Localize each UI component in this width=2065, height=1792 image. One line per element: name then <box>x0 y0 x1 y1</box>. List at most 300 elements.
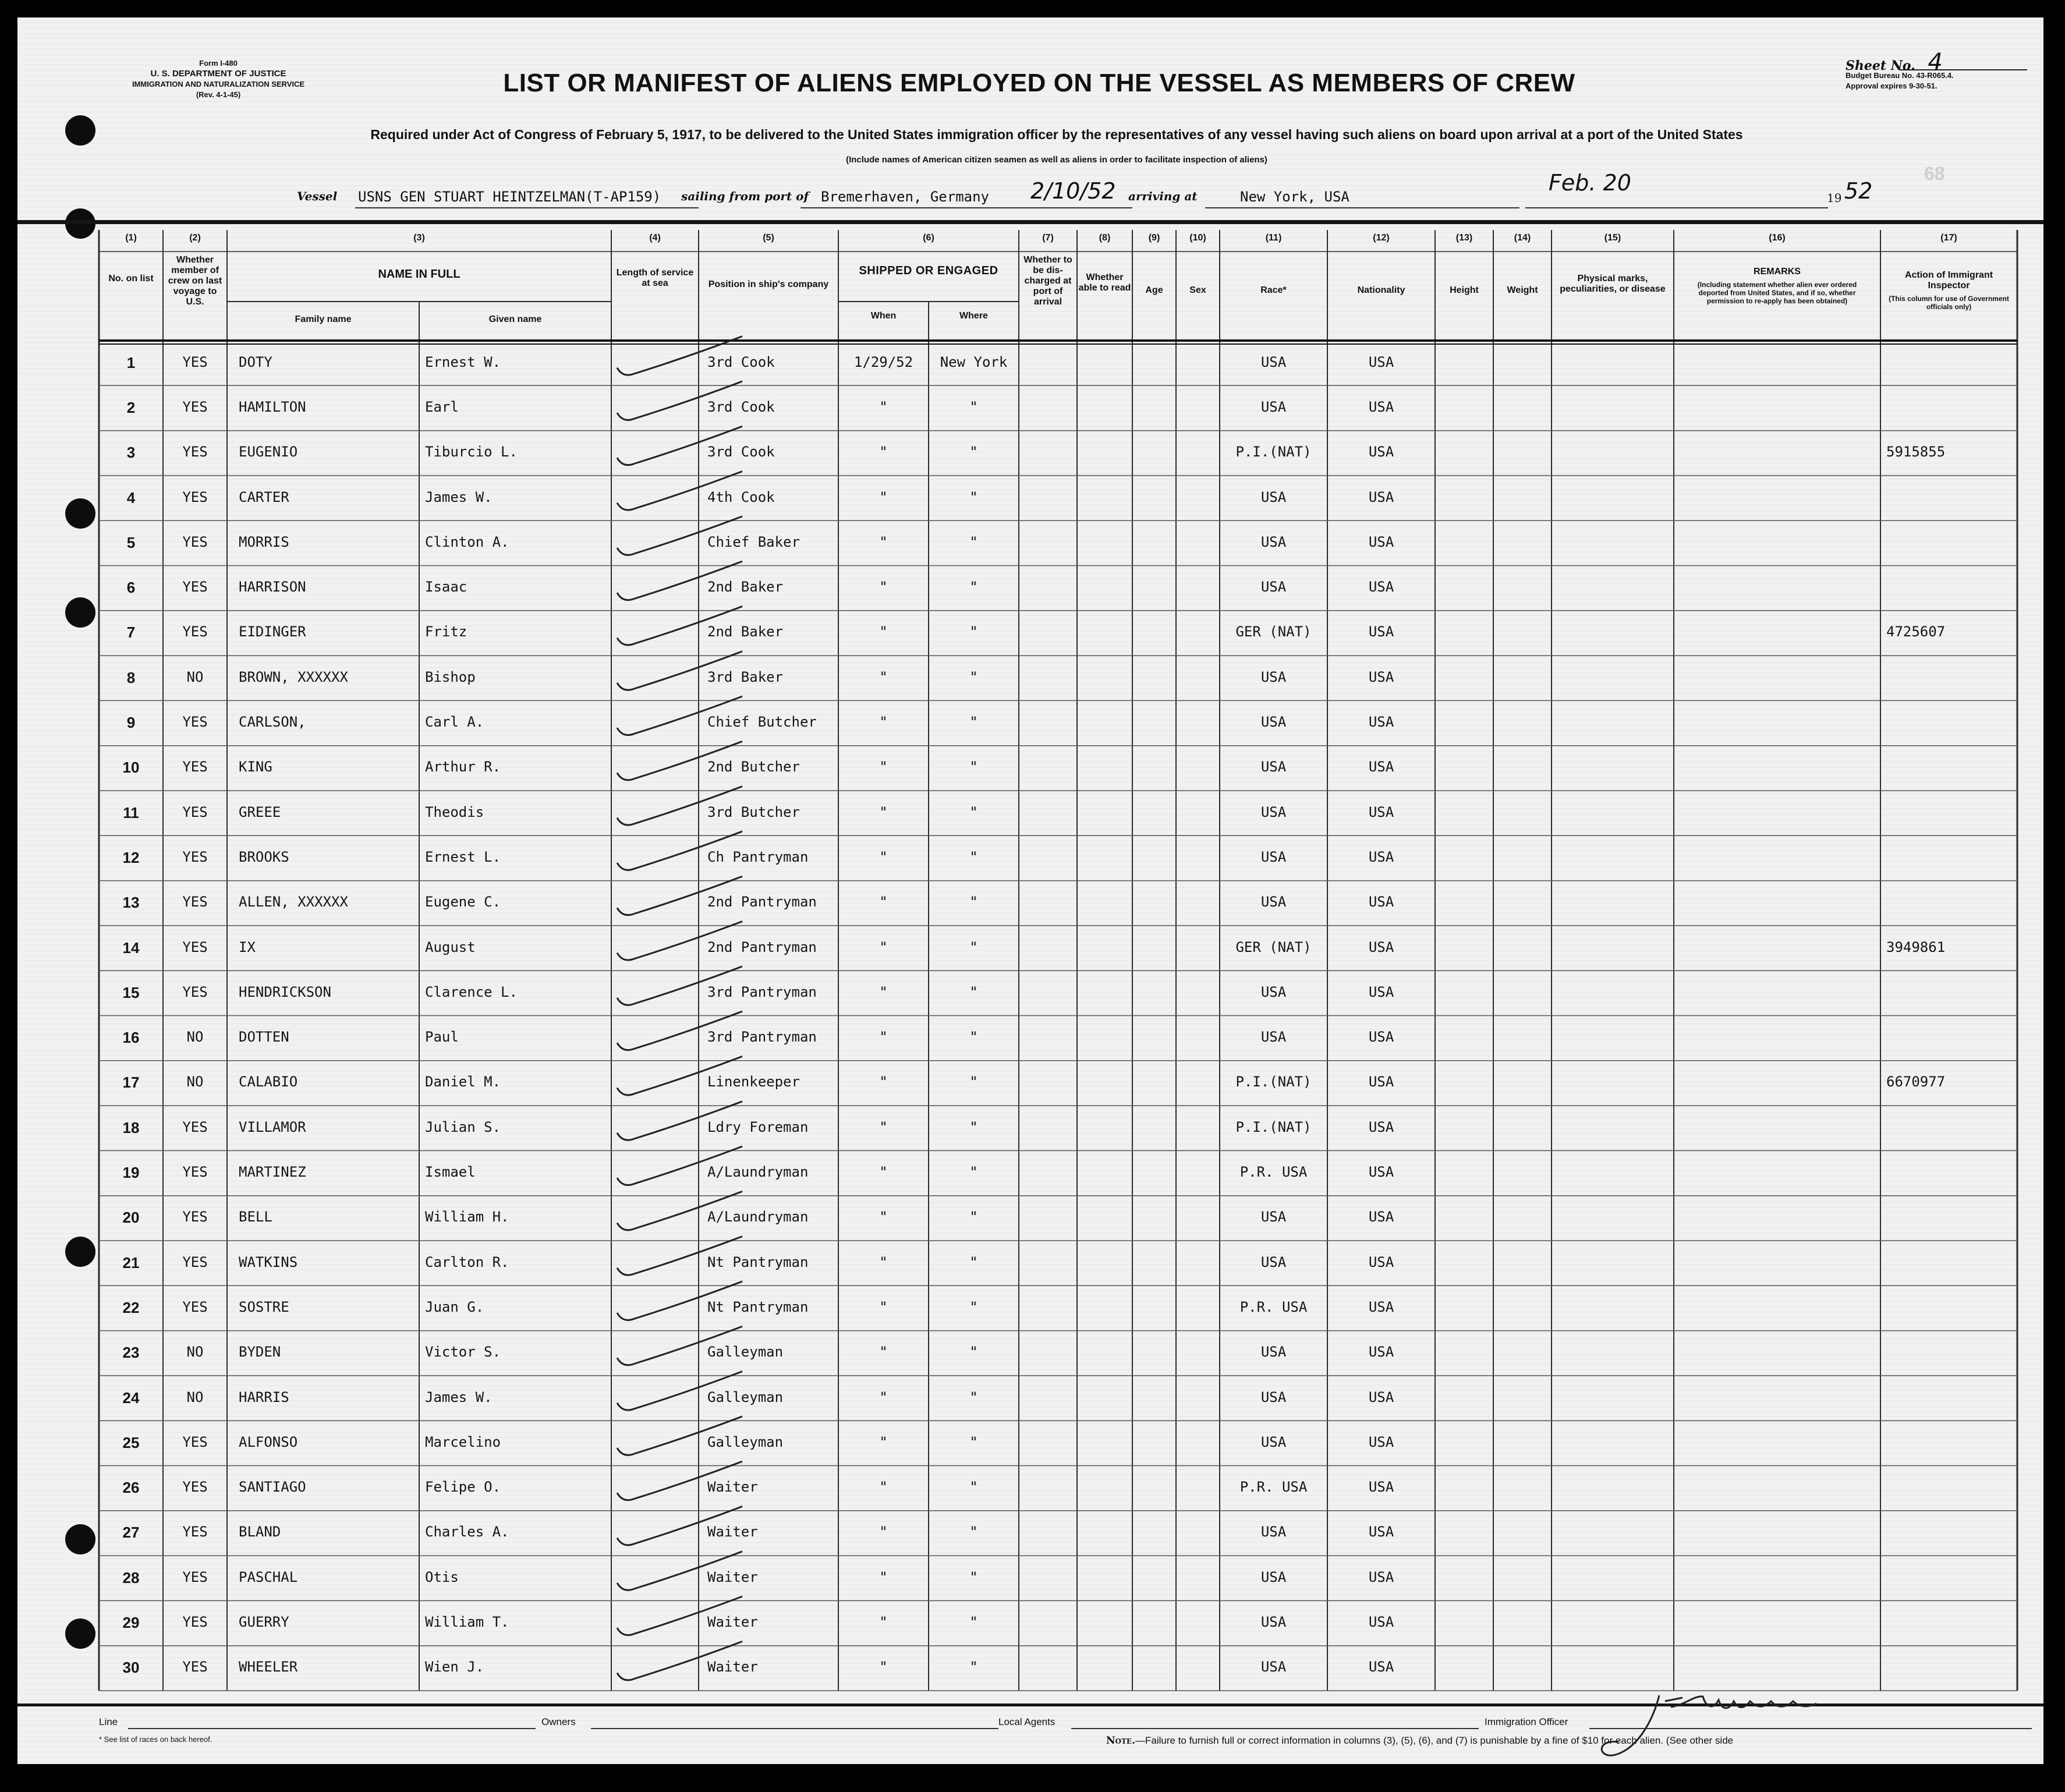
cell-when: " <box>879 803 888 820</box>
cell-race: P.R. USA <box>1239 1479 1308 1496</box>
sailing-date: 2/10/52 <box>1030 178 1116 204</box>
cell-action: 4725607 <box>1886 624 1946 640</box>
cell-nationality: USA <box>1368 488 1394 505</box>
stamp-number: 68 <box>1924 163 1945 184</box>
cell-when: " <box>879 1253 888 1270</box>
cell-family: VILLAMOR <box>239 1118 306 1135</box>
cell-no: 24 <box>122 1389 140 1407</box>
cell-family: BROWN, XXXXXX <box>239 668 348 685</box>
cell-no: 7 <box>126 624 136 642</box>
cell-position: Galleyman <box>707 1389 784 1405</box>
cell-no: 30 <box>122 1659 140 1677</box>
cell-given: Felipe O. <box>425 1479 501 1496</box>
cell-race: GER (NAT) <box>1235 939 1312 955</box>
col-header-shipped-engaged: SHIPPED OR ENGAGED <box>859 264 998 277</box>
cell-where: " <box>969 759 978 775</box>
cell-race: USA <box>1260 983 1287 1000</box>
cell-nationality: USA <box>1368 533 1394 550</box>
cell-prev: NO <box>186 1074 204 1090</box>
page-title: LIST OR MANIFEST OF ALIENS EMPLOYED ON THE VESSEL AS MEMBERS OF CREW <box>503 69 1575 97</box>
cell-where: " <box>969 803 978 820</box>
cell-where: " <box>969 1614 978 1631</box>
cell-when: " <box>879 668 888 685</box>
cell-given: August <box>425 939 476 955</box>
cell-given: Arthur R. <box>425 759 501 775</box>
cell-nationality: USA <box>1368 1298 1394 1315</box>
cell-family: DOTY <box>239 353 272 370</box>
cell-given: Wien J. <box>425 1659 484 1676</box>
cell-when: " <box>879 444 888 461</box>
cell-race: P.R. USA <box>1239 1164 1308 1181</box>
cell-prev: YES <box>182 624 208 640</box>
col-number: (4) <box>649 233 661 243</box>
cell-position: Ldry Foreman <box>707 1118 809 1135</box>
cell-race: P.I.(NAT) <box>1235 1074 1312 1090</box>
cell-where: " <box>969 1433 978 1450</box>
col-header-when: When <box>870 311 897 321</box>
cell-prev: YES <box>182 1164 208 1181</box>
cell-family: PASCHAL <box>239 1568 298 1585</box>
cell-action: 3949861 <box>1886 939 1946 955</box>
cell-given: Clinton A. <box>425 533 509 550</box>
col-number: (7) <box>1042 233 1054 243</box>
cell-prev: YES <box>182 759 208 775</box>
cell-when: " <box>879 983 888 1000</box>
cell-no: 1 <box>126 353 136 371</box>
cell-prev: YES <box>182 1433 208 1450</box>
cell-race: USA <box>1260 668 1287 685</box>
cell-position: Galleyman <box>707 1433 784 1450</box>
cell-prev: NO <box>186 1029 204 1046</box>
department-name: U. S. DEPARTMENT OF JUSTICE <box>150 69 286 79</box>
cell-no: 26 <box>122 1479 140 1497</box>
cell-given: Fritz <box>425 624 467 640</box>
cell-prev: NO <box>186 668 204 685</box>
col-header-length-of-service: Length of service at sea <box>616 268 694 288</box>
cell-when: " <box>879 714 888 731</box>
cell-prev: YES <box>182 353 208 370</box>
cell-position: Waiter <box>707 1479 758 1496</box>
cell-prev: YES <box>182 533 208 550</box>
cell-family: HARRIS <box>239 1389 289 1405</box>
cell-given: Victor S. <box>425 1344 501 1361</box>
col-number: (12) <box>1373 233 1390 243</box>
cell-given: Eugene C. <box>425 894 501 911</box>
cell-given: William H. <box>425 1209 509 1226</box>
cell-family: WATKINS <box>239 1253 298 1270</box>
cell-race: P.I.(NAT) <box>1235 444 1312 461</box>
cell-race: USA <box>1260 759 1287 775</box>
cell-when: " <box>879 1344 888 1361</box>
cell-race: USA <box>1260 398 1287 415</box>
col-header-remarks-note: (Including statement whether alien ever ordered deported from United States, and if so, whether permission to re-apply has been obtained) <box>1697 281 1857 305</box>
cell-no: 14 <box>122 939 140 957</box>
cell-no: 17 <box>122 1074 140 1092</box>
cell-position: 3rd Cook <box>707 353 775 370</box>
cell-race: USA <box>1260 1029 1287 1046</box>
cell-where: " <box>969 1389 978 1405</box>
col-number: (16) <box>1769 233 1786 243</box>
cell-nationality: USA <box>1368 1524 1394 1540</box>
cell-family: SOSTRE <box>239 1298 289 1315</box>
cell-family: MORRIS <box>239 533 289 550</box>
cell-nationality: USA <box>1368 1389 1394 1405</box>
cell-given: Tiburcio L. <box>425 444 518 461</box>
cell-prev: YES <box>182 983 208 1000</box>
cell-no: 3 <box>126 444 136 462</box>
cell-race: USA <box>1260 848 1287 865</box>
cell-no: 5 <box>126 533 136 551</box>
col-header-previous-voyage: Whether member of crew on last voyage to U.S. <box>168 255 222 307</box>
cell-race: USA <box>1260 1344 1287 1361</box>
cell-family: CALABIO <box>239 1074 298 1090</box>
col-header-race: Race* <box>1260 285 1287 295</box>
cell-no: 29 <box>122 1614 140 1632</box>
cell-when: " <box>879 1029 888 1046</box>
cell-where: " <box>969 1479 978 1496</box>
cell-prev: YES <box>182 1298 208 1315</box>
col-number: (5) <box>763 233 774 243</box>
cell-nationality: USA <box>1368 1118 1394 1135</box>
cell-no: 16 <box>122 1029 140 1047</box>
cell-where: " <box>969 579 978 596</box>
cell-when: " <box>879 1568 888 1585</box>
cell-race: USA <box>1260 353 1287 370</box>
cell-position: 3rd Cook <box>707 444 775 461</box>
cell-no: 25 <box>122 1433 140 1451</box>
col-number: (6) <box>923 233 934 243</box>
cell-when: " <box>879 848 888 865</box>
service-name: IMMIGRATION AND NATURALIZATION SERVICE <box>132 80 305 88</box>
col-number: (11) <box>1265 233 1282 243</box>
cell-nationality: USA <box>1368 759 1394 775</box>
cell-no: 21 <box>122 1253 140 1272</box>
cell-race: USA <box>1260 1614 1287 1631</box>
cell-prev: YES <box>182 939 208 955</box>
cell-position: A/Laundryman <box>707 1209 809 1226</box>
cell-nationality: USA <box>1368 894 1394 911</box>
cell-prev: YES <box>182 1659 208 1676</box>
cell-when: " <box>879 1433 888 1450</box>
cell-position: 3rd Baker <box>707 668 784 685</box>
cell-family: IX <box>239 939 256 955</box>
cell-when: " <box>879 1298 888 1315</box>
cell-where: " <box>969 1568 978 1585</box>
col-number: (9) <box>1148 233 1160 243</box>
cell-where: " <box>969 488 978 505</box>
cell-when: " <box>879 759 888 775</box>
cell-nationality: USA <box>1368 624 1394 640</box>
cell-position: 3rd Cook <box>707 398 775 415</box>
cell-given: Charles A. <box>425 1524 509 1540</box>
cell-where: " <box>969 1524 978 1540</box>
cell-position: 2nd Pantryman <box>707 894 817 911</box>
cell-prev: NO <box>186 1389 204 1405</box>
arrival-port: New York, USA <box>1240 189 1349 205</box>
cell-family: GUERRY <box>239 1614 289 1631</box>
cell-where: " <box>969 848 978 865</box>
cell-prev: NO <box>186 1344 204 1361</box>
cell-family: MARTINEZ <box>239 1164 306 1181</box>
col-header-sex: Sex <box>1189 285 1206 295</box>
col-header-number: No. on list <box>108 274 154 284</box>
cell-prev: YES <box>182 803 208 820</box>
cell-where: " <box>969 1253 978 1270</box>
col-header-age: Age <box>1145 285 1163 295</box>
cell-nationality: USA <box>1368 1029 1394 1046</box>
cell-nationality: USA <box>1368 1164 1394 1181</box>
budget-bureau-number: Budget Bureau No. 43-R065.4. <box>1846 71 1954 80</box>
cell-given: Ernest W. <box>425 353 501 370</box>
cell-no: 23 <box>122 1344 140 1362</box>
footer-owners-label: Owners <box>541 1716 576 1727</box>
cell-position: 2nd Baker <box>707 624 784 640</box>
cell-prev: YES <box>182 1614 208 1631</box>
cell-family: EUGENIO <box>239 444 298 461</box>
cell-when: " <box>879 1074 888 1090</box>
cell-where: " <box>969 714 978 731</box>
cell-given: Bishop <box>425 668 476 685</box>
cell-given: Marcelino <box>425 1433 501 1450</box>
cell-family: BELL <box>239 1209 272 1226</box>
cell-no: 27 <box>122 1524 140 1542</box>
cell-family: GREEE <box>239 803 281 820</box>
cell-nationality: USA <box>1368 1209 1394 1226</box>
cell-where: " <box>969 983 978 1000</box>
cell-position: Waiter <box>707 1524 758 1540</box>
cell-family: WHEELER <box>239 1659 298 1676</box>
cell-family: ALLEN, XXXXXX <box>239 894 348 911</box>
cell-where: " <box>969 1659 978 1676</box>
cell-race: USA <box>1260 488 1287 505</box>
cell-family: BROOKS <box>239 848 289 865</box>
cell-when: 1/29/52 <box>853 353 913 370</box>
cell-when: " <box>879 488 888 505</box>
cell-position: Nt Pantryman <box>707 1298 809 1315</box>
cell-nationality: USA <box>1368 398 1394 415</box>
col-header-nationality: Nationality <box>1357 285 1405 295</box>
cell-where: " <box>969 624 978 640</box>
cell-position: 3rd Pantryman <box>707 1029 817 1046</box>
cell-given: Theodis <box>425 803 484 820</box>
cell-prev: YES <box>182 488 208 505</box>
cell-family: CARLSON, <box>239 714 306 731</box>
cell-position: 2nd Baker <box>707 579 784 596</box>
cell-given: Isaac <box>425 579 467 596</box>
cell-given: Daniel M. <box>425 1074 501 1090</box>
col-number: (14) <box>1514 233 1531 243</box>
cell-given: Earl <box>425 398 459 415</box>
col-number: (2) <box>189 233 201 243</box>
cell-where: New York <box>940 353 1008 370</box>
cell-family: BLAND <box>239 1524 281 1540</box>
cell-position: Waiter <box>707 1568 758 1585</box>
cell-nationality: USA <box>1368 353 1394 370</box>
cell-prev: YES <box>182 1568 208 1585</box>
cell-position: 3rd Butcher <box>707 803 800 820</box>
cell-family: ALFONSO <box>239 1433 298 1450</box>
cell-nationality: USA <box>1368 714 1394 731</box>
cell-prev: YES <box>182 1479 208 1496</box>
cell-no: 11 <box>123 803 139 821</box>
cell-when: " <box>879 1164 888 1181</box>
cell-no: 6 <box>126 579 136 597</box>
cell-family: DOTTEN <box>239 1029 289 1046</box>
col-number: (1) <box>125 233 137 243</box>
col-number: (3) <box>413 233 425 243</box>
cell-prev: YES <box>182 894 208 911</box>
cell-race: USA <box>1260 1209 1287 1226</box>
cell-no: 4 <box>126 488 136 507</box>
cell-no: 9 <box>126 714 136 732</box>
cell-position: Linenkeeper <box>707 1074 800 1090</box>
cell-where: " <box>969 1029 978 1046</box>
cell-nationality: USA <box>1368 983 1394 1000</box>
cell-no: 20 <box>122 1209 140 1227</box>
cell-race: USA <box>1260 1253 1287 1270</box>
cell-race: USA <box>1260 533 1287 550</box>
cell-nationality: USA <box>1368 444 1394 461</box>
manifest-page <box>17 17 2043 1764</box>
footer-line-label: Line <box>99 1716 118 1727</box>
col-number: (17) <box>1940 233 1957 243</box>
cell-nationality: USA <box>1368 1568 1394 1585</box>
cell-prev: YES <box>182 848 208 865</box>
cell-no: 28 <box>122 1568 140 1586</box>
cell-prev: YES <box>182 579 208 596</box>
legal-requirement-text: Required under Act of Congress of February 5, 1917, to be delivered to the United States immigration officer by the representatives of any vessel having such aliens on board upon arrival at a port of the United States <box>370 127 1743 142</box>
cell-position: Chief Baker <box>707 533 800 550</box>
cell-family: HARRISON <box>239 579 306 596</box>
year-prefix: 19 <box>1827 191 1842 205</box>
cell-nationality: USA <box>1368 1074 1394 1090</box>
cell-race: USA <box>1260 1389 1287 1405</box>
cell-no: 12 <box>122 848 140 866</box>
cell-given: Carlton R. <box>425 1253 509 1270</box>
cell-position: Ch Pantryman <box>707 848 809 865</box>
cell-where: " <box>969 894 978 911</box>
col-number: (10) <box>1189 233 1206 243</box>
cell-nationality: USA <box>1368 1433 1394 1450</box>
cell-family: HENDRICKSON <box>239 983 331 1000</box>
cell-race: P.I.(NAT) <box>1235 1118 1312 1135</box>
cell-position: 2nd Pantryman <box>707 939 817 955</box>
cell-where: " <box>969 444 978 461</box>
cell-given: William T. <box>425 1614 509 1631</box>
cell-position: Nt Pantryman <box>707 1253 809 1270</box>
cell-no: 8 <box>126 668 136 686</box>
cell-race: USA <box>1260 1524 1287 1540</box>
col-header-name: NAME IN FULL <box>378 268 461 281</box>
cell-race: USA <box>1260 894 1287 911</box>
cell-race: USA <box>1260 1659 1287 1676</box>
cell-nationality: USA <box>1368 579 1394 596</box>
vessel-label: Vessel <box>297 189 338 203</box>
cell-where: " <box>969 1209 978 1226</box>
form-number: Form I-480 <box>199 59 238 68</box>
col-header-discharged: Whether to be dis-charged at port of arrival <box>1023 255 1072 307</box>
cell-no: 22 <box>122 1298 140 1316</box>
cell-given: Paul <box>425 1029 459 1046</box>
cell-when: " <box>879 1118 888 1135</box>
cell-no: 15 <box>122 983 140 1001</box>
sheet-label: Sheet No. <box>1846 58 1915 73</box>
cell-position: 3rd Pantryman <box>707 983 817 1000</box>
cell-position: Chief Butcher <box>707 714 817 731</box>
cell-when: " <box>879 1209 888 1226</box>
col-header-inspector-action: Action of Immigrant Inspector <box>1904 270 1993 291</box>
penalty-note: Note.—Failure to furnish full or correct information in columns (3), (5), (6), and (7) is punishable by a fine of $10 for each alien. (See other side <box>1106 1735 1734 1747</box>
sailing-label: sailing from port of <box>681 189 809 203</box>
cell-where: " <box>969 668 978 685</box>
col-number: (15) <box>1604 233 1621 243</box>
cell-no: 2 <box>126 398 136 416</box>
cell-where: " <box>969 398 978 415</box>
cell-where: " <box>969 1074 978 1090</box>
cell-when: " <box>879 1389 888 1405</box>
cell-action: 6670977 <box>1886 1074 1946 1090</box>
cell-when: " <box>879 1524 888 1540</box>
cell-position: Waiter <box>707 1614 758 1631</box>
cell-family: KING <box>239 759 272 775</box>
cell-where: " <box>969 939 978 955</box>
col-header-family-name: Family name <box>295 314 352 324</box>
cell-no: 13 <box>122 894 140 912</box>
footer-agents-label: Local Agents <box>998 1716 1055 1727</box>
instruction-text: (Include names of American citizen seamen as well as aliens in order to facilitate inspection of aliens) <box>846 155 1267 165</box>
footnote: * See list of races on back hereof. <box>99 1735 212 1744</box>
cell-family: SANTIAGO <box>239 1479 306 1496</box>
arriving-label: arriving at <box>1128 189 1198 203</box>
cell-prev: YES <box>182 1253 208 1270</box>
cell-nationality: USA <box>1368 1344 1394 1361</box>
cell-position: A/Laundryman <box>707 1164 809 1181</box>
cell-race: USA <box>1260 803 1287 820</box>
cell-given: Carl A. <box>425 714 484 731</box>
footer-officer-label: Immigration Officer <box>1485 1716 1568 1727</box>
cell-prev: YES <box>182 1209 208 1226</box>
cell-when: " <box>879 939 888 955</box>
col-header-able-to-read: Whether able to read <box>1078 272 1131 293</box>
cell-action: 5915855 <box>1886 444 1946 461</box>
cell-when: " <box>879 579 888 596</box>
cell-position: Galleyman <box>707 1344 784 1361</box>
cell-when: " <box>879 894 888 911</box>
cell-race: P.R. USA <box>1239 1298 1308 1315</box>
sheet-number: 4 <box>1928 49 1943 76</box>
cell-where: " <box>969 533 978 550</box>
col-number: (8) <box>1099 233 1111 243</box>
col-header-height: Height <box>1450 285 1479 295</box>
cell-nationality: USA <box>1368 1479 1394 1496</box>
cell-where: " <box>969 1344 978 1361</box>
col-header-position: Position in ship's company <box>708 279 829 289</box>
cell-nationality: USA <box>1368 939 1394 955</box>
cell-when: " <box>879 398 888 415</box>
cell-given: James W. <box>425 488 493 505</box>
cell-no: 18 <box>122 1118 140 1136</box>
cell-race: USA <box>1260 1568 1287 1585</box>
cell-race: GER (NAT) <box>1235 624 1312 640</box>
cell-nationality: USA <box>1368 1253 1394 1270</box>
col-header-physical-marks: Physical marks, peculiarities, or disease <box>1560 274 1666 294</box>
cell-no: 19 <box>122 1164 140 1182</box>
col-header-inspector-note: (This column for use of Government officials only) <box>1889 295 2009 311</box>
col-header-remarks: REMARKS <box>1754 267 1801 277</box>
officer-signature <box>1584 1684 1851 1764</box>
cell-family: BYDEN <box>239 1344 281 1361</box>
cell-when: " <box>879 1659 888 1676</box>
